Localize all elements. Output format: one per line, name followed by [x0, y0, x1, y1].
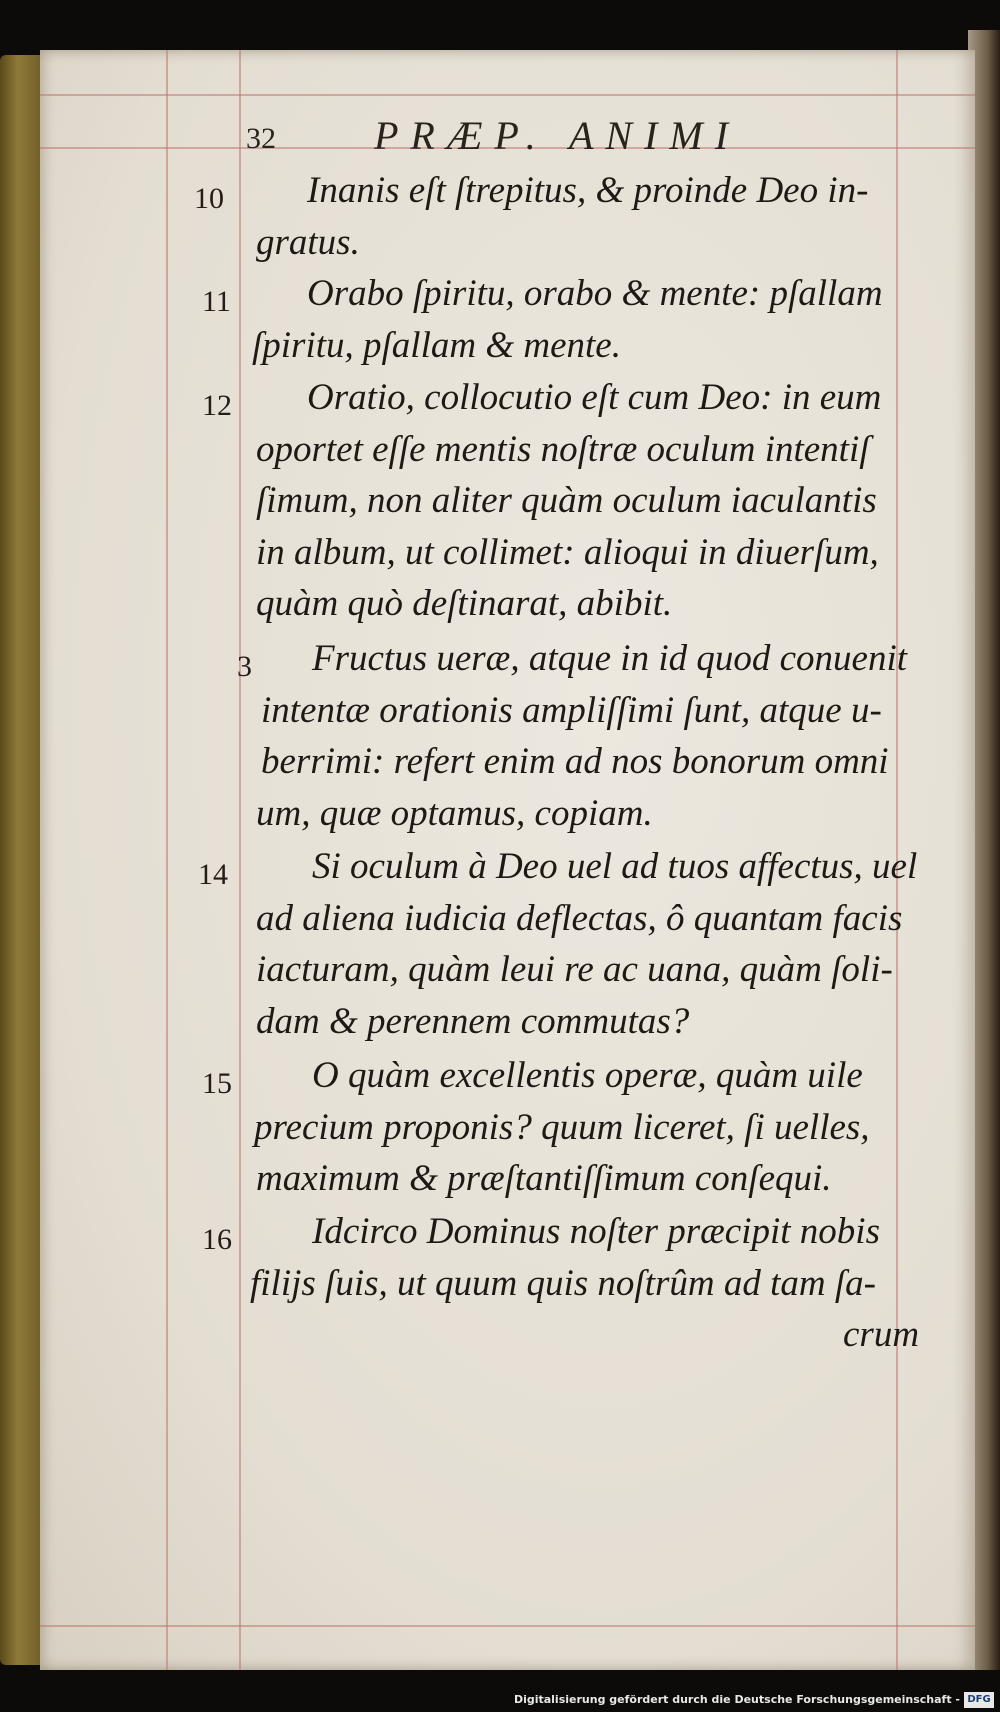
paragraph-number: 16: [202, 1223, 232, 1256]
page-rule: [239, 50, 241, 1670]
text-line: ſimum, non aliter quàm oculum iaculantis: [256, 480, 877, 521]
text-line: maximum & præſtantiſſimum conſequi.: [256, 1158, 832, 1199]
running-head: [246, 112, 866, 162]
dfg-logo: DFG: [964, 1692, 994, 1708]
book-cover-edge-left: [0, 55, 45, 1665]
paragraph-number: 10: [194, 182, 224, 215]
text-line: quàm quò deſtinarat, abibit.: [256, 583, 673, 624]
text-line: oportet eſſe mentis noſtræ oculum intentiſ: [256, 428, 870, 470]
page-rule: [166, 50, 168, 1670]
text-line: Inanis eſt ſtrepitus, & proinde Deo in-: [307, 170, 869, 211]
paragraph-number: 11: [202, 285, 231, 318]
paragraph-number: 14: [198, 858, 228, 891]
text-line: Oratio, collocutio eſt cum Deo: in eum: [307, 377, 882, 418]
paragraph-number: 12: [202, 389, 232, 422]
digitization-footer: [0, 1690, 1000, 1712]
text-line: berrimi: refert enim ad nos bonorum omni: [261, 741, 889, 782]
text-line: iacturam, quàm leui re ac uana, quàm ſoli-: [256, 949, 893, 990]
funding-credit: Digitalisierung gefördert durch die Deutsche Forschungsgemeinschaft -: [513, 1693, 960, 1706]
text-line: intentæ orationis ampliſſimi ſunt, atque u-: [261, 689, 882, 731]
text-line: precium proponis? quum liceret, ſi uelles,: [254, 1106, 870, 1148]
paragraph-number: 15: [202, 1067, 232, 1100]
text-line: Fructus ueræ, atque in id quod conuenit: [312, 638, 908, 679]
paragraph-number: 3: [237, 650, 252, 683]
page-number: 32: [246, 122, 276, 155]
text-line: Orabo ſpiritu, orabo & mente: pſallam: [307, 273, 883, 314]
text-line: dam & perennem commutas?: [256, 1000, 690, 1042]
text-line: Si oculum à Deo uel ad tuos affectus, uel: [312, 846, 918, 887]
catchword: crum: [843, 1314, 920, 1355]
page-rule: [40, 1625, 975, 1627]
running-title: PRÆP. ANIMI: [374, 113, 741, 158]
text-line: ſpiritu, pſallam & mente.: [252, 324, 621, 366]
text-line: Idcirco Dominus noſter præcipit nobis: [312, 1211, 880, 1252]
text-line: gratus.: [256, 221, 360, 263]
text-line: ad aliena iudicia deflectas, ô quantam facis: [256, 897, 903, 939]
text-line: um, quæ optamus, copiam.: [256, 792, 653, 834]
text-line: filijs ſuis, ut quum quis noſtrûm ad tam ſa-: [250, 1262, 876, 1304]
page-rule: [40, 94, 975, 96]
text-line: O quàm excellentis operæ, quàm uile: [312, 1055, 863, 1096]
text-line: in album, ut collimet: alioqui in diuerſum,: [256, 531, 879, 573]
